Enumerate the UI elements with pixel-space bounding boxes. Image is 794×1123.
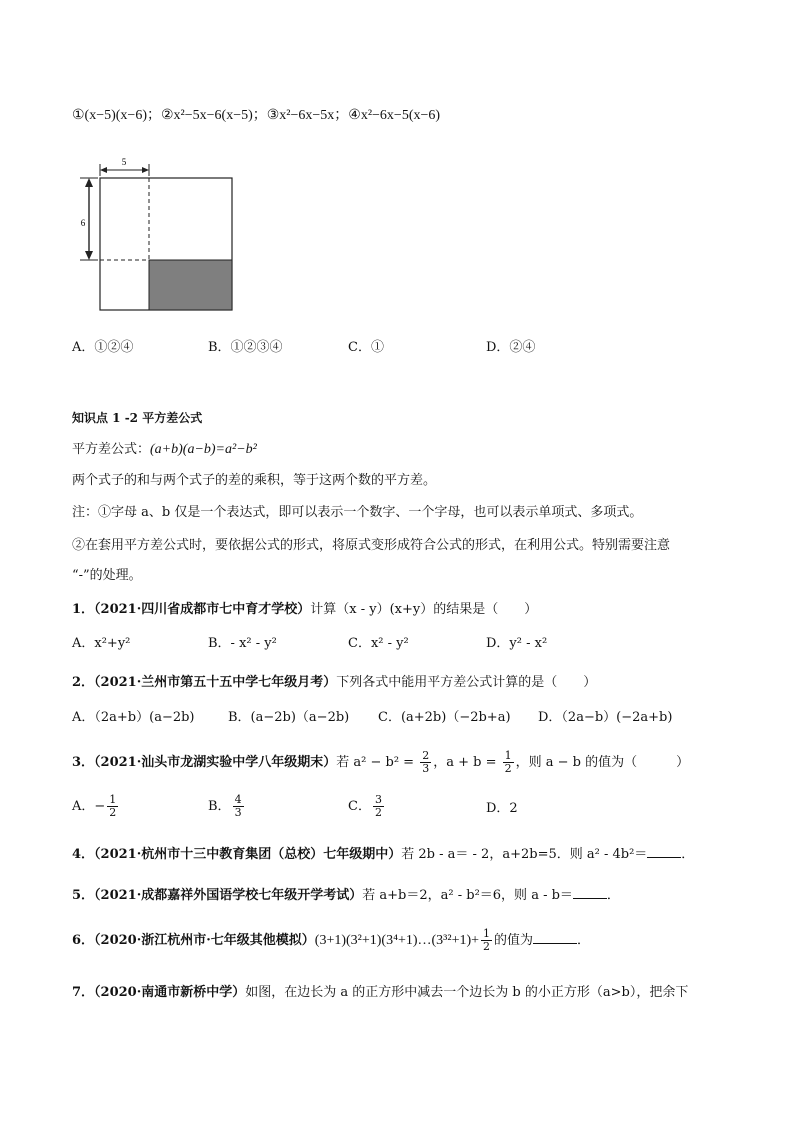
numerator: 3 [374, 793, 382, 806]
q1-source: （2021·四川省成都市七中育才学校） [94, 602, 311, 617]
q6-fraction [481, 928, 492, 953]
q2-source: （2021·兰州市第五十五中学七年级月考） [94, 675, 337, 690]
square-cut-figure [72, 154, 242, 316]
q4-number: 4． [72, 847, 95, 862]
question-3 [72, 748, 689, 778]
q1-option-c[interactable]: C．x² - y² [348, 636, 409, 651]
q1-stem: 计算（x - y）(x+y）的结果是（ ） [310, 602, 538, 617]
fraction [233, 794, 244, 819]
arrow-right-icon [142, 167, 149, 173]
denominator: 2 [483, 940, 491, 953]
q3-option-c[interactable] [348, 792, 386, 822]
q7-stem: 如图，在边长为 a 的正方形中减去一个边长为 b 的小正方形（a>b），把余下 [245, 985, 689, 1000]
denominator: 2 [374, 806, 382, 819]
q6-number: 6． [72, 933, 95, 948]
numerator: 1 [483, 927, 491, 940]
q2-option-a[interactable]: A．（2a+b）(a−2b) [72, 710, 195, 725]
q5-number: 5． [72, 888, 95, 903]
q3-source: （2021·汕头市龙湖实验中学八年级期末） [94, 755, 337, 770]
previous-question-expressions: ①(x−5)(x−6)；②x²−5x−6(x−5)；③x²−6x−5x；④x²−6x−5(x−6) [72, 108, 441, 123]
q2-stem: 下列各式中能用平方差公式计算的是（ ） [336, 675, 597, 690]
q7-number: 7． [72, 985, 95, 1000]
q3-option-d[interactable]: D．2 [486, 801, 518, 816]
q6-stem-b: 的值为 [494, 933, 534, 948]
q3-option-b[interactable] [208, 792, 246, 822]
q1-option-d[interactable]: D．y² - x² [486, 636, 548, 651]
q5-source: （2021·成都嘉祥外国语学校七年级开学考试） [94, 888, 363, 903]
q3-option-a[interactable] [72, 792, 120, 822]
option-prefix: A．− [72, 799, 106, 814]
prev-option-b[interactable]: B．①②③④ [208, 340, 283, 355]
shaded-rectangle [149, 260, 232, 310]
section-heading: 知识点 1 -2 平方差公式 [72, 411, 203, 425]
question-7 [72, 983, 688, 1003]
fraction [373, 794, 384, 819]
q6-source: （2020·浙江杭州市·七年级其他模拟） [94, 933, 315, 948]
question-5 [72, 886, 620, 906]
section-note-2a: ②在套用平方差公式时，要依据公式的形式，将原式变形成符合公式的形式，在利用公式。特别需要注意 [72, 538, 671, 553]
numerator: 4 [234, 793, 242, 806]
formula: (a+b)(a−b)=a²−b² [150, 442, 257, 457]
prev-option-c[interactable]: C．① [348, 340, 384, 355]
q4-answer-blank[interactable] [647, 845, 681, 858]
option-prefix: B． [208, 799, 231, 814]
denominator: 3 [234, 806, 242, 819]
formula-label: 平方差公式： [72, 442, 151, 457]
arrow-left-icon [100, 167, 107, 173]
question-2 [72, 673, 596, 693]
fraction [107, 794, 118, 819]
section-description: 两个式子的和与两个式子的差的乘积，等于这两个数的平方差。 [72, 473, 437, 488]
q6-answer-blank[interactable] [533, 931, 577, 944]
numerator: 1 [504, 749, 512, 762]
numerator: 2 [422, 749, 430, 762]
q3-fraction-2 [503, 750, 514, 775]
q6-expression: (3+1)(3²+1)(3⁴+1)…(3³²+1)+ [314, 933, 480, 948]
height-label: 6 [80, 218, 86, 228]
denominator: 2 [109, 806, 117, 819]
question-1 [72, 600, 537, 620]
q4-stem: 若 2b - a＝ - 2，a+2b=5．则 a² - 4b²＝ [401, 847, 648, 862]
question-6 [72, 926, 590, 956]
q4-source: （2021·杭州市十三中教育集团（总校）七年级期中） [94, 847, 402, 862]
denominator: 2 [504, 762, 512, 775]
q3-stem-c: ，则 a − b 的值为（ ） [515, 755, 690, 770]
q1-option-b[interactable]: B．- x² - y² [208, 636, 277, 651]
q3-stem-a: 若 a² − b² = [336, 755, 415, 770]
q7-source: （2020·南通市新桥中学） [94, 985, 246, 1000]
arrow-down-icon [85, 251, 93, 260]
section-note-2b: “-”的处理。 [72, 568, 142, 583]
q2-option-d[interactable]: D．（2a−b）(−2a+b) [538, 710, 673, 725]
question-4 [72, 845, 694, 865]
q3-fraction-1 [420, 750, 431, 775]
numerator: 1 [109, 793, 117, 806]
q3-number: 3． [72, 755, 95, 770]
prev-option-d[interactable]: D．②④ [486, 340, 536, 355]
q6-tail: ． [577, 933, 591, 948]
q2-option-c[interactable]: C．(a+2b)（−2b+a) [378, 710, 511, 725]
section-note-1: 注：①字母 a、b 仅是一个表达式，即可以表示一个数字、一个字母，也可以表示单项式、多项式。 [72, 505, 643, 520]
q2-option-b[interactable]: B．(a−2b)（a−2b) [228, 710, 350, 725]
denominator: 3 [422, 762, 430, 775]
q5-tail: ． [606, 888, 620, 903]
formula-line [72, 440, 257, 460]
width-label: 5 [121, 157, 127, 167]
q1-number: 1． [72, 602, 95, 617]
q3-stem-b: ，a + b = [433, 755, 497, 770]
q2-number: 2． [72, 675, 95, 690]
q4-tail: ． [681, 847, 695, 862]
q5-answer-blank[interactable] [573, 886, 607, 899]
arrow-up-icon [85, 178, 93, 187]
q1-option-a[interactable]: A．x²+y² [72, 636, 131, 651]
q5-stem: 若 a+b＝2，a² - b²＝6，则 a - b＝ [362, 888, 573, 903]
option-prefix: C． [348, 799, 371, 814]
prev-option-a[interactable]: A．①②④ [72, 340, 134, 355]
